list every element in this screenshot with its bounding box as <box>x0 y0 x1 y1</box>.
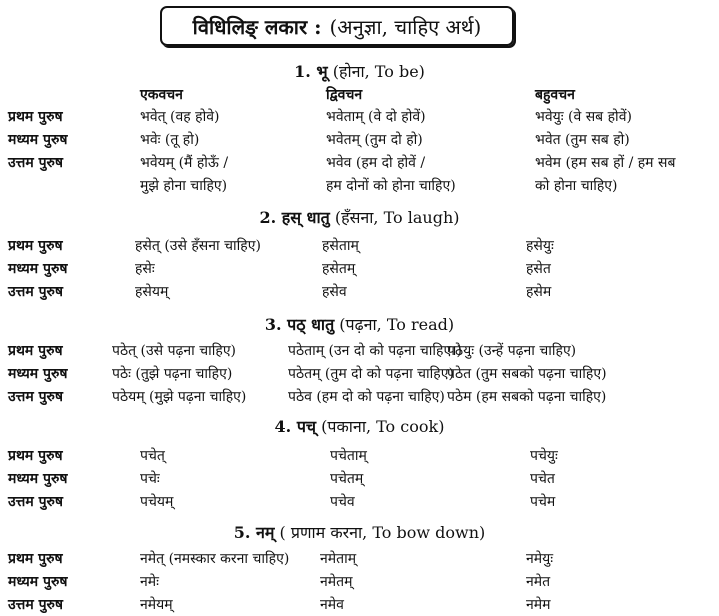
conjugation-cell: पचेतम् <box>330 471 364 487</box>
table-row-continuation <box>0 176 719 198</box>
conjugation-cell: पठेत् (उसे पढ़ना चाहिए) <box>112 343 237 359</box>
table-row <box>0 469 719 491</box>
person-label: प्रथम पुरुष <box>8 238 63 254</box>
conjugation-cell: भवेम (हम सब हों / हम सब <box>535 155 676 171</box>
table-row <box>0 153 719 175</box>
person-label: प्रथम पुरुष <box>8 109 63 125</box>
verb-meaning: (पढ़ना, To read) <box>339 315 455 334</box>
verb-meaning: (होना, To be) <box>332 62 425 81</box>
conjugation-cell: नमेयम् <box>140 597 173 613</box>
conjugation-cell: पचेयुः <box>530 448 558 464</box>
conjugation-cell: हसेताम् <box>322 238 359 254</box>
conjugation-cell: पठेयम् (मुझे पढ़ना चाहिए) <box>112 389 247 405</box>
verb-root: 4. पच् <box>274 417 317 436</box>
table-row <box>0 549 719 571</box>
verb-meaning: ( प्रणाम करना, To bow down) <box>279 523 486 542</box>
conjugation-cell: हसेयम् <box>135 284 169 300</box>
conjugation-cell: नमेयुः <box>526 551 554 567</box>
conjugation-cell: भवेयुः (वे सब होवें) <box>535 109 632 125</box>
table-row <box>0 492 719 514</box>
conjugation-cell: पचेम <box>530 494 556 510</box>
section-heading <box>0 206 719 228</box>
verb-root: 3. पठ् धातु <box>264 315 335 334</box>
conjugation-cell: नमेताम् <box>320 551 357 567</box>
verb-meaning: (पकाना, To cook) <box>321 417 445 436</box>
conjugation-cell: पचेत् <box>140 448 165 464</box>
column-header: एकवचन <box>140 87 183 103</box>
conjugation-cell: पठेः (तुझे पढ़ना चाहिए) <box>112 366 233 382</box>
conjugation-cell: पचेताम् <box>330 448 367 464</box>
conjugation-cell: नमेव <box>320 597 344 613</box>
conjugation-cell: भवेत् (वह होवे) <box>140 109 220 125</box>
person-label: मध्यम पुरुष <box>8 471 68 487</box>
person-label: मध्यम पुरुष <box>8 132 68 148</box>
conjugation-cell: मुझे होना चाहिए) <box>140 178 228 194</box>
conjugation-cell: नमेत् (नमस्कार करना चाहिए) <box>140 551 290 567</box>
person-label: उत्तम पुरुष <box>8 155 64 171</box>
verb-root: 2. हस् धातु <box>259 208 330 227</box>
person-label: मध्यम पुरुष <box>8 366 68 382</box>
person-label: प्रथम पुरुष <box>8 448 63 464</box>
title-box <box>160 6 514 46</box>
verb-root: 5. नम् <box>233 523 275 542</box>
conjugation-cell: नमेतम् <box>320 574 353 590</box>
conjugation-cell: पठेयुः (उन्हें पढ़ना चाहिए) <box>447 343 577 359</box>
section-heading <box>0 415 719 437</box>
conjugation-cell: नमेम <box>526 597 551 613</box>
person-label: मध्यम पुरुष <box>8 574 68 590</box>
conjugation-cell: भवेयम् (मैं होऊँ / <box>140 155 229 171</box>
table-row <box>0 107 719 129</box>
person-label: प्रथम पुरुष <box>8 343 63 359</box>
conjugation-cell: हसेतम् <box>322 261 356 277</box>
conjugation-cell: पचेत <box>530 471 555 487</box>
person-label: उत्तम पुरुष <box>8 389 64 405</box>
conjugation-cell: पचेः <box>140 471 160 487</box>
table-row <box>0 595 719 616</box>
table-row <box>0 387 719 409</box>
table-row <box>0 446 719 468</box>
conjugation-cell: नमेत <box>526 574 551 590</box>
conjugation-cell: भवेत (तुम सब हो) <box>535 132 630 148</box>
table-row <box>0 341 719 363</box>
conjugation-cell: हसेत <box>526 261 551 277</box>
conjugation-cell: भवेः (तू हो) <box>140 132 200 148</box>
conjugation-cell: पचेव <box>330 494 355 510</box>
table-row <box>0 236 719 258</box>
section-heading <box>0 521 719 543</box>
conjugation-cell: पठेताम् (उन दो को पढ़ना चाहिए।) <box>288 343 462 359</box>
person-label: प्रथम पुरुष <box>8 551 63 567</box>
verb-root: 1. भू <box>294 62 328 81</box>
table-row <box>0 259 719 281</box>
conjugation-cell: भवेव (हम दो होवें / <box>326 155 426 171</box>
person-label: उत्तम पुरुष <box>8 494 64 510</box>
table-row <box>0 282 719 304</box>
table-row <box>0 572 719 594</box>
conjugation-cell: पठेव (हम दो को पढ़ना चाहिए) <box>288 389 445 405</box>
conjugation-cell: भवेतम् (तुम दो हो) <box>326 132 423 148</box>
table-row <box>0 130 719 152</box>
person-label: उत्तम पुरुष <box>8 597 64 613</box>
conjugation-cell: पचेयम् <box>140 494 174 510</box>
column-header: बहुवचन <box>535 87 575 103</box>
title-main: विधिलिङ् लकार : <box>192 14 322 39</box>
conjugation-cell: पठेतम् (तुम दो को पढ़ना चाहिए) <box>288 366 454 382</box>
conjugation-cell: हसेयुः <box>526 238 554 254</box>
column-header: द्विवचन <box>326 87 363 103</box>
conjugation-cell: नमेः <box>140 574 159 590</box>
conjugation-cell: पठेत (तुम सबको पढ़ना चाहिए) <box>447 366 607 382</box>
person-label: उत्तम पुरुष <box>8 284 64 300</box>
conjugation-cell: हसेम <box>526 284 552 300</box>
conjugation-cell: हसेत् (उसे हँसना चाहिए) <box>135 238 261 254</box>
title-sub: (अनुज्ञा, चाहिए अर्थ) <box>329 14 482 39</box>
column-headers <box>0 85 719 107</box>
section-heading <box>0 60 719 82</box>
conjugation-cell: हम दोनों को होना चाहिए) <box>326 178 456 194</box>
conjugation-cell: पठेम (हम सबको पढ़ना चाहिए) <box>447 389 607 405</box>
person-label: मध्यम पुरुष <box>8 261 68 277</box>
conjugation-cell: को होना चाहिए) <box>535 178 618 194</box>
verb-meaning: (हँसना, To laugh) <box>334 208 460 227</box>
table-row <box>0 364 719 386</box>
conjugation-cell: हसेः <box>135 261 155 277</box>
conjugation-cell: भवेताम् (वे दो होवें) <box>326 109 426 125</box>
conjugation-cell: हसेव <box>322 284 347 300</box>
section-heading <box>0 313 719 335</box>
